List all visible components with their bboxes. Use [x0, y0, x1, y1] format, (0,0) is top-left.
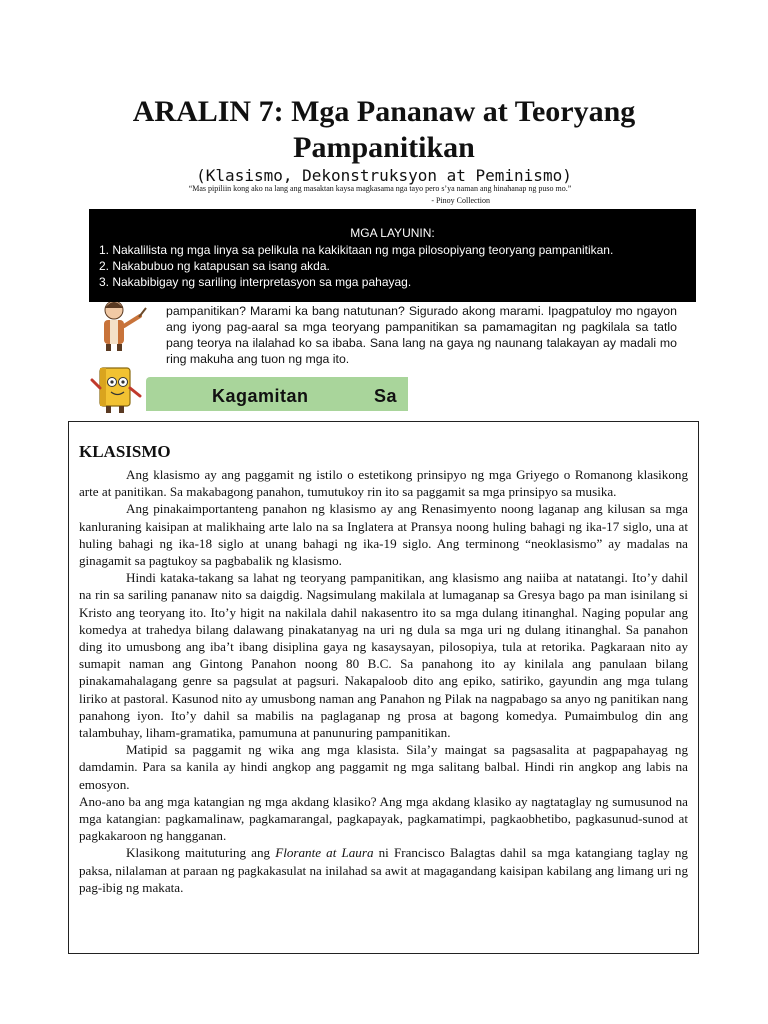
objective-item-1: 1. Nakalilista ng mga linya sa pelikula na kakikitaan ng mga pilosopiyang teoryang pampanitikan.: [99, 243, 614, 257]
book-mascot-illustration: [90, 362, 146, 414]
banner-word-sa: Sa: [374, 386, 398, 406]
objectives-box: [89, 209, 696, 302]
objective-item-2: 2. Nakabubuo ng katapusan sa isang akda.: [99, 259, 330, 273]
paragraph-5: Ano-ano ba ang mga katangian ng mga akdang klasiko? Ang mga akdang klasiko ay nagtataglay ng sumusunod na mga katangian: pagkamalinaw, pagkamarangal, pagkapayak, pagkamatimpi, pagkaobhetibo, pagkasunud-sunod at pagkakaroon ng hangganan.: [79, 793, 688, 844]
content-box: [68, 421, 699, 954]
teacher-icon: [92, 296, 150, 352]
objectives-heading: MGA LAYUNIN:: [350, 226, 435, 240]
page-title: ARALIN 7: Mga Pananaw at Teoryang Pampanitikan: [132, 95, 636, 164]
paragraph-6-end: ni Francisco Balagtas dahil sa mga katangiang taglay ng paksa, nilalaman at paraan ng pagkakasulat na inilahad sa awit at magagandang kaisipan kabilang ang limang uri ng pag-ibig ng makata.: [79, 845, 688, 895]
epigraph-source: - Pinoy Collection: [431, 196, 490, 205]
section-banner: [146, 377, 408, 411]
page-subtitle: (Klasismo, Dekonstruksyon at Peminismo): [196, 166, 572, 185]
teacher-illustration: [92, 296, 150, 352]
paragraph-1: Ang klasismo ay ang paggamit ng istilo o estetikong prinsipyo ng mga Griyego o Romanong klasikong arte at panitikan. Sa makabagong panahon, tumutukoy rin ito sa paggamit sa mga prinsipyo sa musika.: [79, 467, 688, 500]
book-mascot-icon: [90, 362, 146, 414]
objective-item-3: 3. Nakabibigay ng sariling interpretasyon sa mga pahayag.: [99, 275, 412, 289]
intro-paragraph: pampanitikan? Marami ka bang natutunan? Sigurado akong marami. Ipagpatuloy mo ngayon ang iyong pag-aaral sa mga teoryang pampanitikan sa pamamagitan ng pagkilala sa tatlo pang teorya na ilalahad ko sa ibaba. Sana lang na gaya ng naunang talakayan ay madali mo ring makuha ang tuon ng mga ito.: [166, 304, 677, 366]
paragraph-4: Matipid sa paggamit ng wika ang mga klasista. Sila’y maingat sa pagsasalita at pagpapahayag ng damdamin. Para sa kanila ay hindi angkop ang paggamit ng mga salitang balbal. Hindi rin angkop ang labis na emosyon.: [79, 742, 688, 792]
paragraph-3: Hindi kataka-takang sa lahat ng teoryang pampanitikan, ang klasismo ang naiiba at natatangi. Ito’y dahil na rin sa sariling pananaw nito sa daigdig. Nagsimulang makilala at lumaganap sa Gresya bago pa man isinilang si Kristo ang teoryang ito. Ito’y higit na nakilala dahil nakasentro ito sa mga dulang itinanghal. Naging popular ang komedya at trahedya bilang dalawang pinakatanyag na uri ng dula sa mga uri ng dulang itinanghal. Sa panahon ding ito umusbong ang iba’t ibang disiplina gaya ng kasaysayan, pilosopiya, tula at retorika. Pagkaraan nito ay sumapit naman ang Gintong Panahon noong 80 B.C. Sa panahong ito ay kinilala ang panulaan bilang pinakamahalagang genre sa pagsulat at pagsuri. Nakapaloob dito ang epiko, satiriko, gayundin ang mga tulang liriko at pastoral. Kasunod nito ay umusbong naman ang Panahon ng Pilak na nagpabago sa anyo ng panitikan nang panahong iyon. Ito’y dahil sa mabilis na paglaganap ng prosa at bagong komedya. Pumaimbulog din ang talambuhay, liham-gramatika, pamumuna at panunuring pampanitikan.: [79, 570, 688, 741]
epigraph-quote: “Mas pipiliin kong ako na lang ang masaktan kaysa magkasama nga tayo pero s’ya naman ang hinahanap ng puso mo.”: [188, 184, 572, 193]
paragraph-6: [79, 844, 688, 896]
paragraph-2: Ang pinakaimportanteng panahon ng klasismo ay ang Renasimyento noong laganap ang kilusan sa mga kanluraning kaisipan at malikhaing arte lalo na sa Inglatera at Pransya noong huling bahagi ng ika-17 siglo, una at huling bahagi ng ika-18 siglo at unang bahagi ng ika-19 siglo. Ang terminong “neoklasismo” ay madalas na ginagamit sa pagtukoy sa pagbabalik ng klasismo.: [79, 501, 688, 569]
paragraph-6-start: Klasikong maituturing ang: [126, 845, 276, 861]
banner-word-kagamitan: Kagamitan: [212, 386, 309, 406]
book-title-florante: Florante at Laura: [275, 845, 374, 861]
section-heading: KLASISMO: [79, 442, 171, 461]
